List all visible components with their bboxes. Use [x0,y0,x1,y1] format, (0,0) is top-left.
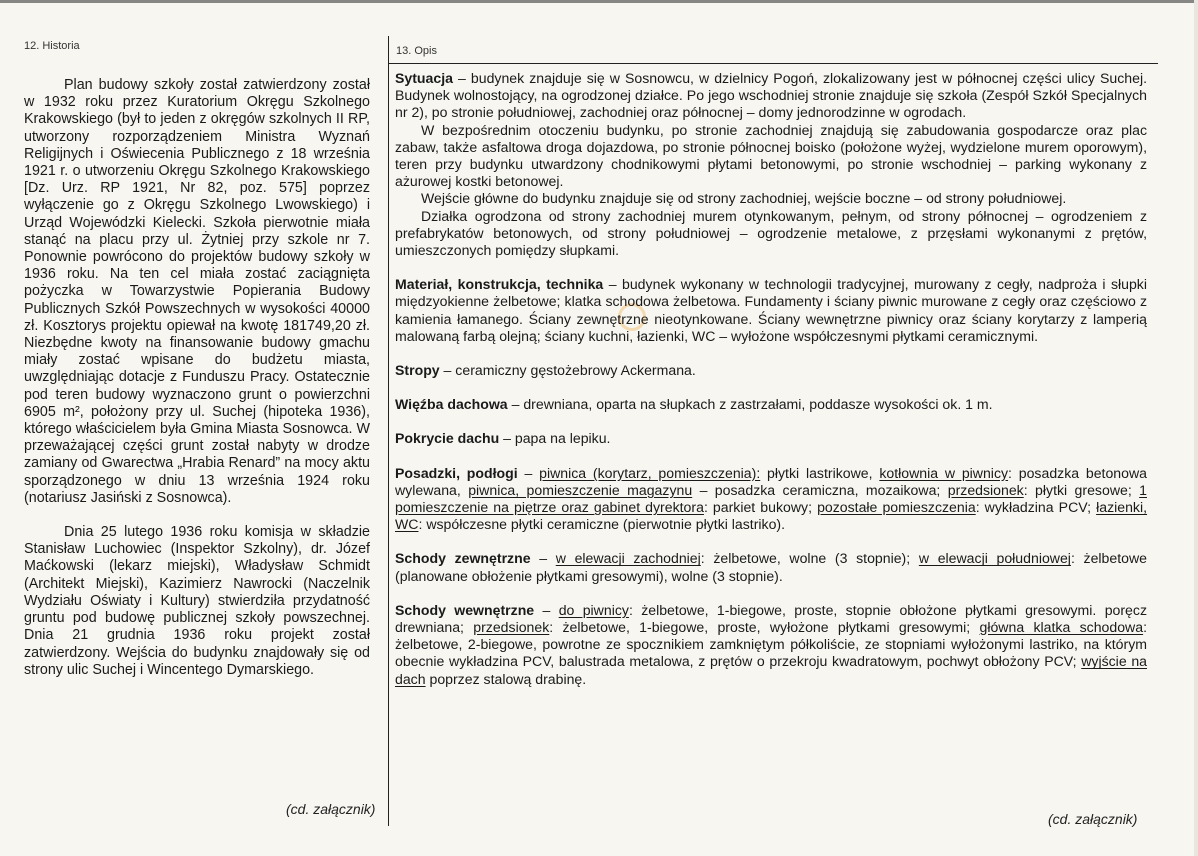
stropy-text: – ceramiczny gęstożebrowy Ackermana. [439,362,696,379]
material-paragraph [395,276,1147,345]
posadzki-t1: płytki lastrikowe, [760,464,880,481]
sytuacja-label: Sytuacja [395,70,453,86]
schody-wew-dash: – [534,601,559,618]
continued-note-right: (cd. załącznik) [1048,811,1138,827]
pokrycie-label: Pokrycie dachu [395,430,500,447]
posadzki-t5: : parkiet bukowy; [703,499,818,516]
wiezba-text: – drewniana, oparta na słupkach z zastrzałami, poddasze wysokości ok. 1 m. [507,396,993,413]
material-text: – budynek wykonany w technologii tradycyjnej, murowany z cegły, nadproża i słupki międzyokienne żelbetowe; klatka schodowa żelbetowa. Fundamenty i ściany piwnic murowane z cegły oraz częściowo z kamienia łamanego. Ściany zewnętrzne nieotynkowane. Ściany wewnętrzne piwnicy oraz ściany korytarzy z lamperią malowaną farbą olejną; ściany kuchni, łazienki, WC – wyłożone współczesnymi płytkami ceramicznymi. [395,276,1147,344]
schody-wew-t1: : żelbetowe, 1-biegowe, proste, stopnie obłożone płytkami gresowymi. poręcz drewniana; [395,601,1147,636]
wejscie-paragraph: Wejście główne do budynku znajduje się od strony zachodniej, wejście boczne – od strony południowej. [421,190,1067,207]
posadzki-t7: : współczesne płytki ceramiczne (pierwotnie płytki lastriko). [418,516,786,533]
posadzki-t4: : płytki gresowe; [1023,481,1140,498]
posadzki-u2: kotłownia w piwnicy [879,464,1009,481]
schody-wew-t4: poprzez stalową drabinę. [425,670,587,687]
pokrycie-paragraph [395,430,1147,447]
schody-zew-label: Schody zewnętrzne [395,550,531,567]
posadzki-u1: piwnica (korytarz, pomieszczenia): [539,464,761,481]
schody-zew-t2: : żelbetowe (planowane obłożenie płytkami gresowymi), wolne (3 stopnie). [395,550,1147,584]
posadzki-dash: – [517,464,540,481]
historia-paragraph-2: Dnia 25 lutego 1936 roku komisja w składzie Stanisław Luchowiec (Inspektor Szkolny), dr. Józef Maćkowski (lekarz miejski), Władysław Schmidt (Architekt Miejski), Kazimierz Nawrocki (Naczelnik Wydziału Oświaty i Kultury) stwierdziła przydatność gruntu pod budowę publicznej szkoły powszechnej. Dnia 21 grudnia 1936 roku projekt został zatwierdzony. Wejścia do budynku znajdowały się od strony ulic Suchej i Wincentego Dymarskiego. [24,524,370,678]
historia-paragraph-1: Plan budowy szkoły został zatwierdzony został w 1932 roku przez Kuratorium Okręgu Szkolnego Krakowskiego (był to jeden z okręgów szkolnych II RP, utworzony rozporządzeniem Ministra Wyznań Religijnych i Oświecenia Publicznego z 18 września 1921 r. o utworzeniu Okręgu Szkolnego Krakowskiego [Dz. Urz. RP 1921, Nr 82, poz. 575] poprzez wyłączenie go z Okręgu Szkolnego Lwowskiego) i Urząd Wojewódzki Kielecki. Szkoła pierwotnie miała stanąć na placu przy ul. Żytniej przy szkole nr 7. Ponownie powrócono do projektów budowy szkoły w 1936 roku. Na ten cel miała zostać zaciągnięta pożyczka w Towarzystwie Popierania Budowy Publicznych Szkół Powszechnych w wysokości 40000 zł. Kosztorys projektu opiewał na kwotę 181749,20 zł. Niezbędne kwoty na finansowanie budowy gmachu miały zostać wpisane do budżetu miasta, uwzględniając dotacje z Funduszu Pracy. Ostatecznie pod teren budowy wyznaczono grunt o powierzchni 6905 m², położony przy ul. Suchej (hipoteka 1936), którego właścicielem była Gmina Miasta Sosnowca. W przeważającej części grunt został nabyty w drodze zamiany od Gwarectwa „Hrabia Renard” na mocy aktu sporządzonego w dniu 13 września 1924 roku (notariusz Jasiński z Sosnowca). [24,77,370,506]
schody-wew-t3: : żelbetowe, 2-biegowe, powrotne ze spocznikiem zamkniętym półkoliście, ze stopniami wyłożonymi lastriko, na którym obecnie wykładzina PCV, balustrada metalowa, z prętów o przekroju kwadratowym, pochwyt obłożony PCV; [395,619,1147,670]
wiezba-label: Więźba dachowa [395,396,508,413]
wiezba-paragraph [395,396,1147,413]
schody-wew-label: Schody wewnętrzne [395,601,535,618]
sytuacja-paragraph [395,70,1147,122]
sytuacja-text: – budynek znajduje się w Sosnowcu, w dzielnicy Pogoń, zlokalizowany jest w północnej części ulicy Suchej. Budynek wolnostojący, na ogrodzonej działce. Po jego wschodniej stronie znajduje się szkoła (Zespół Szkół Specjalnych nr 2), po stronie południowej, zachodniej oraz północnej – domy jednorodzinne w ogrodach. [395,70,1147,121]
material-label: Materiał, konstrukcja, technika [395,276,604,293]
stropy-paragraph [395,362,1147,379]
schody-wew-u3: główna klatka schodowa [979,619,1144,636]
scan-top-edge [0,0,1198,3]
schody-wew-u4: wyjście na dach [395,653,1147,687]
posadzki-t2: : posadzka betonowa wylewana, [395,464,1147,498]
continued-note-left: (cd. załącznik) [286,801,376,817]
posadzki-label: Posadzki, podłogi [395,464,518,481]
opis-column [395,70,1147,688]
section-heading-opis: 13. Opis [396,45,437,57]
posadzki-t6: : wykładzina PCV; [975,499,1097,516]
posadzki-u5: 1 pomieszczenie na piętrze oraz gabinet dyrektora [395,481,1147,516]
schody-zew-u1: w elewacji zachodniej [555,550,701,567]
schody-zew-t1: : żelbetowe, wolne (3 stopnie); [700,550,919,567]
historia-column [24,77,370,679]
column-divider [388,36,389,826]
schody-zew-dash: – [530,550,556,567]
posadzki-u4: przedsionek [947,481,1024,498]
posadzki-paragraph [395,465,1147,534]
posadzki-u3: piwnica, pomieszczenie magazynu [468,481,693,498]
header-rule [388,63,1158,64]
section-heading-historia: 12. Historia [24,40,80,52]
pokrycie-text: – papa na lepiku. [499,430,611,447]
posadzki-u6: pozostałe pomieszczenia [817,499,976,516]
stropy-label: Stropy [395,362,440,379]
schody-wewnetrzne-paragraph [395,602,1147,688]
scan-right-edge [1194,0,1198,856]
dzialka-paragraph: Działka ogrodzona od strony zachodniej murem otynkowanym, pełnym, od strony północnej – ogrodzeniem z prefabrykatów betonowych, od strony południowej – ogrodzenie metalowe, z przęsłami wykonanymi z prętów, umieszczonych pomiędzy słupkami. [395,207,1147,259]
schody-wew-u2: przedsionek [473,619,550,636]
posadzki-u7: łazienki, WC [395,499,1148,533]
otoczenie-paragraph: W bezpośrednim otoczeniu budynku, po stronie zachodniej znajdują się zabudowania gospodarcze oraz plac zabaw, także asfaltowa droga dojazdowa, po stronie północnej boisko (położone wyżej, wydzielone murem oporowym), teren przy budynku utwardzony chodnikowymi płytami betonowymi, po stronie wschodniej – parking wykonany z ażurowej kostki betonowej. [395,121,1147,190]
schody-wew-u1: do piwnicy [558,601,629,618]
schody-zew-u2: w elewacji południowej [918,550,1071,567]
schody-zewnetrzne-paragraph [395,550,1147,584]
schody-wew-t2: : żelbetowe, 1-biegowe, proste, wyłożone płytkami gresowymi; [549,619,980,636]
posadzki-t3: – posadzka ceramiczna, mozaikowa; [692,481,948,498]
